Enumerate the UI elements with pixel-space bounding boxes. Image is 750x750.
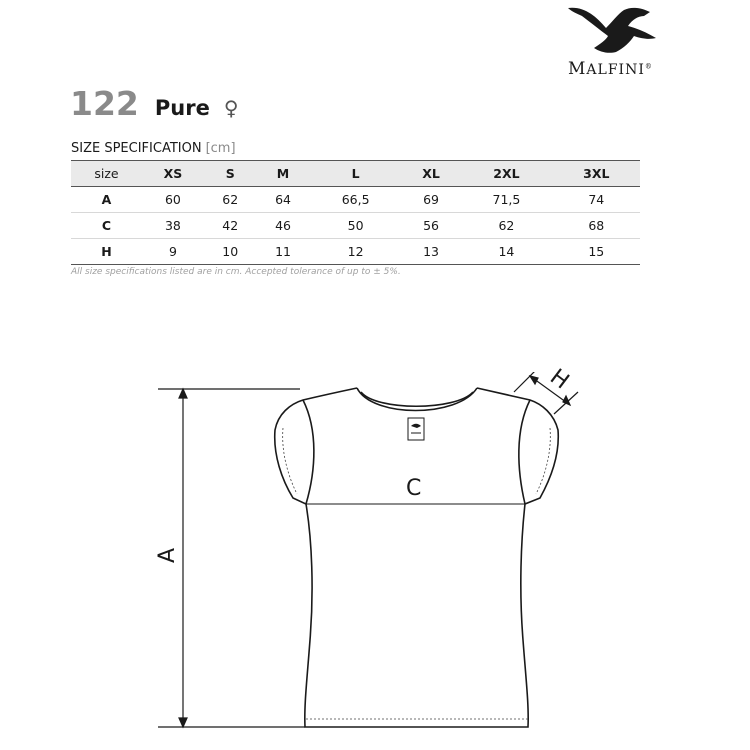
bird-logo-icon (566, 2, 662, 60)
table-cell: 15 (553, 239, 640, 265)
label-c: C (406, 476, 422, 501)
column-header: 2XL (460, 161, 552, 187)
column-header: 3XL (553, 161, 640, 187)
tolerance-note: All size specifications listed are in cm. Accepted tolerance of up to ± 5%. (71, 267, 401, 277)
table-header-row (71, 161, 640, 187)
table-cell: 42 (204, 213, 257, 239)
row-label: C (71, 213, 142, 239)
table-cell: 74 (553, 187, 640, 213)
table-cell: 11 (257, 239, 310, 265)
table-cell: 62 (460, 213, 552, 239)
table-cell: 60 (142, 187, 204, 213)
spec-heading: SIZE SPECIFICATION [cm] (71, 141, 236, 156)
table-cell: 14 (460, 239, 552, 265)
column-header: XL (402, 161, 460, 187)
brand-name: MALFINI® (568, 59, 653, 79)
table-cell: 71,5 (460, 187, 552, 213)
column-header: XS (142, 161, 204, 187)
dimension-a (158, 389, 305, 727)
table-cell: 64 (257, 187, 310, 213)
table-row (71, 213, 640, 239)
tshirt-outline-icon (150, 372, 590, 742)
table-cell: 62 (204, 187, 257, 213)
product-title (70, 84, 239, 124)
label-h: H (545, 364, 574, 395)
column-header: M (257, 161, 310, 187)
spec-unit: [cm] (205, 141, 236, 156)
table-cell: 56 (402, 213, 460, 239)
table-cell: 66,5 (309, 187, 401, 213)
column-header: L (309, 161, 401, 187)
table-cell: 46 (257, 213, 310, 239)
size-table (71, 160, 640, 265)
neck-label (408, 418, 424, 440)
column-header: size (71, 161, 142, 187)
table-cell: 50 (309, 213, 401, 239)
column-header: S (204, 161, 257, 187)
table-cell: 38 (142, 213, 204, 239)
table-row (71, 187, 640, 213)
table-row (71, 239, 640, 265)
brand-logo (560, 2, 670, 80)
table-cell: 13 (402, 239, 460, 265)
table-cell: 69 (402, 187, 460, 213)
row-label: H (71, 239, 142, 265)
table-cell: 12 (309, 239, 401, 265)
table-cell: 68 (553, 213, 640, 239)
female-symbol-icon: ♀ (223, 96, 239, 120)
table-cell: 9 (142, 239, 204, 265)
label-a: A (155, 547, 181, 564)
tshirt-stitching (283, 428, 551, 719)
table-cell: 10 (204, 239, 257, 265)
product-code: 122 (70, 84, 139, 123)
row-label: A (71, 187, 142, 213)
product-name: Pure (154, 96, 210, 120)
